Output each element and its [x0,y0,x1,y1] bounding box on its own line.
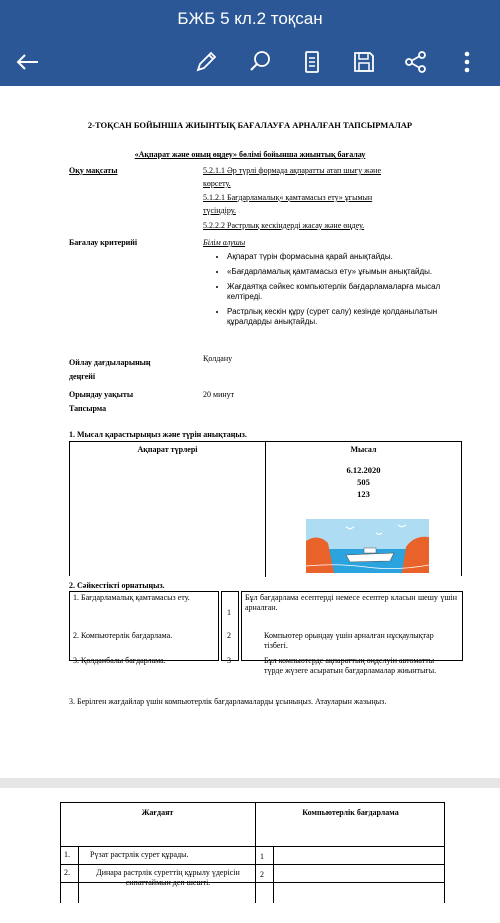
list-item: • Растрлық кескін құру (сурет салу) кезінде қолданылатын құралдарды анықтайды. [227,307,467,327]
thinking-label: Ойлау дағдыларының [69,358,151,367]
criteria-label: Бағалау критерийі [69,238,138,247]
pencil-icon[interactable] [192,48,220,76]
toolbar [0,38,500,86]
task-label: Тапсырма [69,404,107,413]
example-value: 123 [357,489,370,499]
task2-title: 2. Сәйкестікті орнатыңыз. [69,581,165,590]
time-value: 20 минут [203,390,235,399]
ship-picture [306,519,429,573]
goal-line: 5.2.2.2 Растрлық кескіндерді жасау және өңдеу. [203,221,365,230]
match-right-item: Бұл компьютерде ақпараттың өңделуін автоматты түрде жүзеге асыратын бағдарламалар жиынтығы. [264,656,437,675]
match-number: 3 [227,656,231,665]
task3-col1-header: Жағдаят [141,808,174,817]
search-icon[interactable] [246,48,274,76]
task3-row-num: 1. [64,850,70,859]
list-item: • «Бағдарламалық қамтамасыз ету» ұғымын анықтайды. [227,267,467,277]
goal-line: түсіндіру. [203,206,236,215]
task3-row-idx: 1 [260,852,264,861]
doc-heading: 2-ТОҚСАН БОЙЫНША ЖИЫНТЫҚ БАҒАЛАУҒА АРНАЛҒАН ТАПСЫРМАЛАР [87,120,413,130]
task1-table [69,441,462,576]
task3-row-text: Рүзат растрлік сурет құрады. [90,850,189,859]
time-label: Орындау уақыты [69,390,134,399]
title-bar [0,0,500,42]
criteria-list [213,252,467,332]
task1-col2-header: Мысал [350,445,377,454]
match-right-item: Компьютер орындау үшін арналған нұсқаулықтар тізбегі. [264,631,434,650]
thinking-label-2: деңгейі [69,372,96,381]
task3-title: 3. Берілген жағдайлар үшін компьютерлік бағдарламаларды ұсыныңыз. Атауларын жазыңыз. [69,697,387,706]
match-left-item: 3. Қолданбалы бағдарлама. [73,656,166,665]
match-right-item: Бұл бағдарлама есептерді немесе есептер класын шешу үшін арналған. [245,593,457,612]
example-value: 6.12.2020 [346,465,381,475]
goals-label: Оқу мақсаты [69,166,118,175]
match-number: 1 [227,608,231,617]
list-item: • Жағдаятқа сәйкес компьютерлік бағдарламаларға мысал келтіреді. [227,282,467,302]
task1-title: 1. Мысал қарастырыңыз және түрін анықтаңыз. [69,430,247,439]
task3-row-idx: 2 [260,870,264,879]
task2-table [69,591,462,675]
match-left-item: 2. Компьютерлік бағдарлама. [73,631,173,640]
task3-col2-header: Компьютерлік бағдарлама [302,808,399,817]
thinking-value: Қолдану [203,354,233,363]
match-left-item: 1. Бағдарламалық қамтамасыз ету. [73,593,190,602]
task3-row-text: Динара растрлік суреттің құрылу үдерісін сипаттаймын деп шешті. [96,868,240,887]
more-vertical-icon[interactable] [453,48,481,76]
goal-line: 5.2.1.1 Әр түрлі формада ақпаратты атап шығу және [203,166,381,175]
task1-col1-header: Ақпарат түрлері [137,445,198,454]
example-value: 505 [357,477,370,487]
doc-subheading: «Ақпарат және оның өңдеу» бөлімі бойынша жиынтық бағалау [134,150,366,159]
goal-line: 5.1.2.1 Бағдарламалық« қамтамасыз ету» ұғымын [203,193,373,202]
save-icon[interactable] [350,48,378,76]
goal-line: көрсету. [203,179,231,188]
share-icon[interactable] [402,48,430,76]
criteria-value: Білім алушы [203,238,246,247]
task3-table [60,802,445,903]
document-title: БЖБ 5 кл.2 тоқсан [177,9,323,28]
document-page-2[interactable] [0,788,500,923]
reading-mode-icon[interactable] [298,48,326,76]
document-page-1[interactable] [0,86,500,778]
arrow-left-icon[interactable] [14,48,42,76]
match-number: 2 [227,631,231,640]
task3-row-num: 2. [64,868,70,877]
list-item: • Ақпарат түрін формасына қарай анықтайды. [227,252,467,262]
